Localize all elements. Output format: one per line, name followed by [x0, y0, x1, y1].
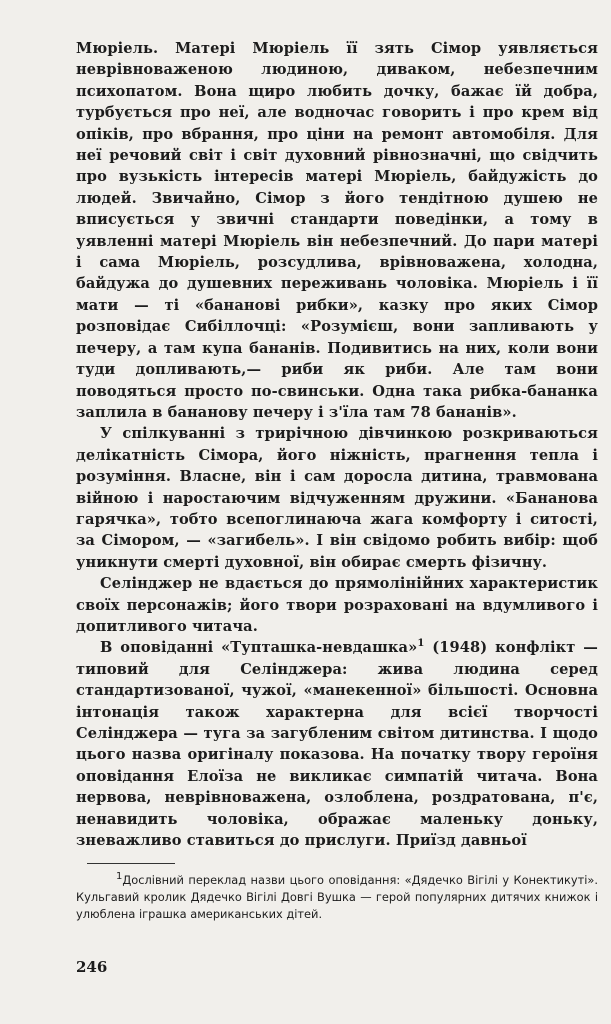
paragraph-2: У спілкуванні з трирічною дівчинкою розкриваються делікатність Сімора, його ніжність, прагнення тепла і розуміння. Власне, він і сам доросла дитина, травмована війною і наростаючим відчуженням дружини. «Бананова гарячка», тобто всепоглинаюча жага комфорту і ситості, за Сімором, — «загибель». І він свідомо робить вибір: щоб уникнути смерті духовної, він обирає смерть фізичну. [76, 425, 598, 571]
footnote [76, 872, 598, 923]
footnote-text [76, 872, 598, 923]
paragraph-4-start: В оповіданні «Тупташка-невдашка» [100, 639, 418, 657]
page-body [76, 38, 598, 851]
footnote-body: Дослівний переклад назви цього оповідання: «Дядечко Вігілі у Конектикуті». Кульгавий кролик Дядечко Вігілі Довгі Вушка — герой популярних дитячих книжок і улюблена іграшка американських дітей. [76, 873, 598, 921]
paragraph-4-rest: (1948) конфлікт — типовий для Селінджера: жива людина серед стандартизованої, чужої, «манекенної» більшості. Основна інтонація також характерна для всієї творчості Селінджера — туга за загубленим світом дитинства. І щодо цього назва оригіналу показова. На початку твору героїня оповідання Елоїза не викликає симпатій читача. Вона нервова, неврівноважена, озлоблена, роздратована, п'є, ненавидить чоловіка, ображає маленьку доньку, зневажливо ставиться до прислуги. Приїзд давньої [76, 639, 598, 850]
body-text [76, 38, 598, 851]
paragraph-3: Селінджер не вдається до прямолінійних характеристик своїх персонажів; його твори розраховані на вдумливого і допитливого читача. [76, 575, 598, 635]
footnote-reference[interactable]: 1 [417, 638, 425, 650]
paragraph-1: Мюріель. Матері Мюріель її зять Сімор уявляється неврівноваженою людиною, диваком, небезпечним психопатом. Вона щиро любить дочку, бажає їй добра, турбується про неї, але водночас говорить і про крем від опіків, про вбрання, про ціни на ремонт автомобіля. Для неї речовий світ і світ духовний рівнозначні, що свідчить про вузькість інтересів матері Мюріель, байдужість до людей. Звичайно, Сімор з його тендітною душею не вписується у звичні стандарти поведінки, а тому в уявленні матері Мюріель він небезпечний. До пари матері і сама Мюріель, розсудлива, врівноважена, холодна, байдужа до душевних переживань чоловіка. Мюріель і її мати — ті «бананові рибки», казку про яких Сімор розповідає Сибіллочці: «Розумієш, вони запливають у печеру, а там купа бананів. Подивитись на них, коли вони туди допливають,— риби як риби. Але там вони поводяться просто по-свинськи. Одна така рибка-бананка заплила в бананову печеру і з'їла там 78 бананів». [76, 40, 598, 421]
page-number: 246 [76, 958, 108, 976]
footnote-mark: 1 [116, 871, 123, 883]
paragraph-4 [76, 637, 598, 851]
footnote-divider [87, 863, 175, 864]
